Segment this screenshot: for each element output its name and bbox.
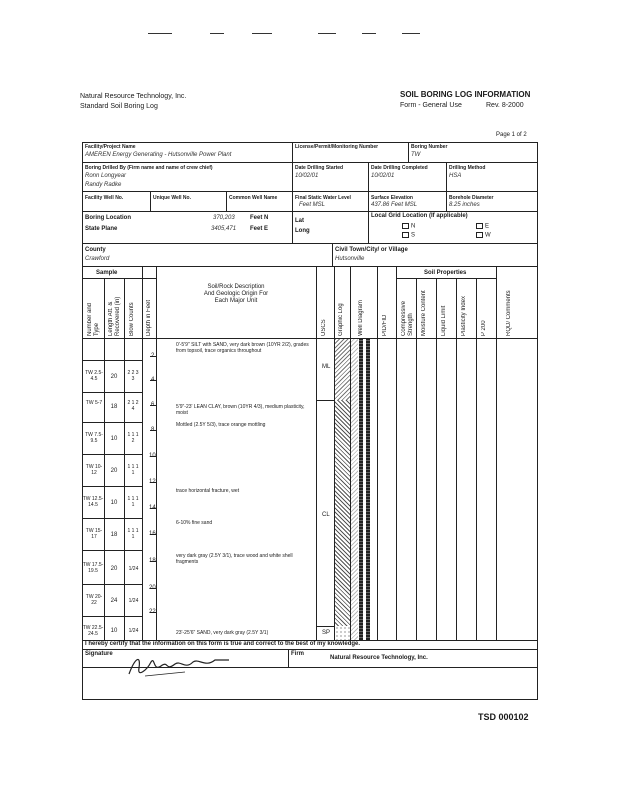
org-name: Natural Resource Technology, Inc. bbox=[80, 93, 187, 100]
top-dash bbox=[252, 33, 272, 34]
soil-description: 6-10% fine sand bbox=[176, 520, 213, 526]
sample-length: 20 bbox=[110, 566, 118, 572]
north-value: 370,203 bbox=[213, 215, 235, 221]
depth-tick-label: 8 bbox=[151, 427, 155, 433]
sample-blows: 1 1 1 1 bbox=[127, 528, 139, 540]
top-dash bbox=[210, 33, 224, 34]
uscs-code: ML bbox=[322, 364, 331, 370]
tsd-number: TSD 000102 bbox=[478, 712, 529, 722]
soil-description: Mottled (2.5Y 5/3), trace orange mottling bbox=[176, 422, 266, 428]
east-value: 3405,471 bbox=[211, 226, 237, 232]
page-number: Page 1 of 2 bbox=[496, 132, 527, 138]
county-value: Crawford bbox=[85, 256, 110, 262]
sample-length: 24 bbox=[110, 598, 118, 604]
sample-length: 18 bbox=[110, 532, 118, 538]
county-label: County bbox=[85, 247, 106, 253]
col-length-recovered: Length Att. & Recovered (in) bbox=[108, 296, 121, 336]
soil-description: 5'9"-23' LEAN CLAY, brown (10YR 4/3), medium plasticity, moist bbox=[176, 404, 305, 416]
sample-blows: 2 1 2 4 bbox=[127, 400, 139, 412]
facility-well-label: Facility Well No. bbox=[85, 195, 124, 201]
borehole-diameter-value: 8.25 inches bbox=[449, 202, 480, 208]
local-grid-label: Local Grid Location (If applicable) bbox=[371, 213, 468, 219]
drilling-method-value: HSA bbox=[449, 173, 462, 179]
col-uscs: USCS bbox=[321, 319, 327, 336]
top-dash bbox=[402, 33, 420, 34]
graphic-log-clay bbox=[335, 400, 350, 626]
sample-blows: 1 1 1 2 bbox=[127, 432, 139, 444]
surface-elevation-value: 437.86 Feet MSL bbox=[371, 202, 418, 208]
sample-id: TW 5-7 bbox=[85, 400, 103, 406]
top-dash bbox=[362, 33, 376, 34]
sample-id: TW 7.5-9.5 bbox=[85, 432, 103, 444]
sample-length: 10 bbox=[110, 628, 118, 634]
col-blow-counts: Blow Counts bbox=[129, 302, 135, 336]
sample-blows: 1/24 bbox=[128, 566, 139, 572]
sample-id: TW 22.5-24.5 bbox=[82, 625, 104, 637]
form-title: SOIL BORING LOG INFORMATION bbox=[400, 90, 531, 99]
soil-properties-header: Soil Properties bbox=[424, 270, 467, 276]
soil-description: 23'-25'6" SAND, very dark gray (2.5Y 3/1) bbox=[176, 630, 269, 636]
boring-number-label: Boring Number bbox=[411, 144, 448, 150]
sample-id: TW 12.5-14.5 bbox=[82, 496, 104, 508]
top-dash bbox=[318, 33, 336, 34]
depth-tick-label: 18 bbox=[149, 558, 156, 564]
depth-tick-label: 20 bbox=[149, 585, 156, 591]
sample-id: TW 2.5-4.5 bbox=[85, 370, 103, 382]
surface-elevation-label: Surface Elevation bbox=[371, 195, 413, 201]
sample-header: Sample bbox=[96, 270, 118, 276]
east-unit: Feet E bbox=[250, 226, 269, 232]
col-depth-feet: Depth in Feet bbox=[146, 299, 152, 336]
sample-blows: 1/24 bbox=[128, 598, 139, 604]
depth-tick-label: 10 bbox=[149, 453, 156, 459]
date-completed-label: Date Drilling Completed bbox=[371, 165, 428, 171]
soil-description: 0'-5'9" SILT with SAND, very dark brown (10YR 2/2), grades from topsoil, trace organics throughout bbox=[176, 342, 309, 354]
north-unit: Feet N bbox=[250, 215, 269, 221]
sample-id: TW 20-22 bbox=[85, 594, 103, 606]
well-seal bbox=[351, 339, 358, 640]
form-type: Standard Soil Boring Log bbox=[80, 103, 158, 110]
col-number-type: Number and Type bbox=[87, 302, 100, 336]
well-casing bbox=[359, 339, 363, 640]
facility-label: Facility/Project Name bbox=[85, 144, 136, 150]
sample-id: TW 17.5-19.5 bbox=[82, 562, 104, 574]
sample-blows: 2 2 3 3 bbox=[127, 370, 139, 382]
form-frame bbox=[82, 142, 538, 700]
form-use: Form - General Use bbox=[400, 102, 462, 109]
uscs-code: SP bbox=[322, 630, 331, 636]
certification-statement: I hereby certify that the information on this form is true and correct to the best of my knowledge. bbox=[85, 641, 361, 647]
sample-length: 10 bbox=[110, 500, 118, 506]
depth-tick-label: 16 bbox=[149, 531, 156, 537]
col-plasticity: Plasticity Index bbox=[461, 295, 467, 336]
sample-length: 10 bbox=[110, 436, 118, 442]
drilled-by-value: Ronn Longyear bbox=[85, 173, 127, 179]
sample-id: TW 15-17 bbox=[85, 528, 103, 540]
top-dash bbox=[148, 33, 172, 34]
col-compressive: Compressive Strength bbox=[401, 300, 414, 336]
boring-location-label: Boring Location bbox=[85, 215, 131, 221]
drilling-method-label: Drilling Method bbox=[449, 165, 486, 171]
uscs-code: CL bbox=[322, 512, 330, 518]
date-started-value: 10/02/01 bbox=[295, 173, 319, 179]
col-rqd-comments: RQD/ Comments bbox=[506, 290, 512, 336]
date-completed-value: 10/02/01 bbox=[371, 173, 395, 179]
sample-length: 20 bbox=[110, 468, 118, 474]
borehole-diameter-label: Borehole Diameter bbox=[449, 195, 494, 201]
firm-label: Firm bbox=[291, 651, 305, 657]
long-label: Long bbox=[295, 228, 310, 234]
col-graphic-log: Graphic Log bbox=[338, 303, 344, 336]
col-pid-fid: PID/FID bbox=[382, 314, 388, 336]
civil-town-label: Civil Town/City/ or Village bbox=[335, 247, 408, 253]
depth-tick-label: 6 bbox=[151, 402, 155, 408]
sample-blows: 1 1 1 1 bbox=[127, 464, 139, 476]
signature-image bbox=[125, 650, 235, 682]
grid-e-checkbox[interactable]: E bbox=[476, 223, 489, 231]
common-well-label: Common Well Name bbox=[229, 195, 278, 201]
depth-tick-label: 12 bbox=[149, 479, 156, 485]
grid-n-checkbox[interactable]: N bbox=[402, 223, 415, 231]
col-p200: P 200 bbox=[481, 320, 487, 336]
civil-town-value: Hutsonville bbox=[335, 256, 365, 262]
static-water-value: Feet MSL bbox=[299, 202, 326, 208]
sample-length: 20 bbox=[110, 374, 118, 380]
sample-length: 18 bbox=[110, 404, 118, 410]
drilled-by-label: Boring Drilled By (Firm name and name of crew chief) bbox=[85, 165, 213, 171]
soil-description: very dark gray (2.5Y 3/1), trace wood and white shell fragments bbox=[176, 553, 293, 565]
col-moisture: Moisture Content bbox=[421, 290, 427, 336]
firm-value: Natural Resource Technology, Inc. bbox=[330, 655, 428, 661]
soil-description: trace horizontal fracture, wet bbox=[176, 488, 240, 494]
license-label: License/Permit/Monitoring Number bbox=[295, 144, 379, 150]
signature-label: Signature bbox=[85, 651, 113, 657]
grid-w-checkbox[interactable]: W bbox=[476, 232, 491, 240]
col-well-diagram: Well Diagram bbox=[358, 300, 364, 336]
state-plane-label: State Plane bbox=[85, 226, 118, 232]
unique-well-label: Unique Well No. bbox=[153, 195, 191, 201]
col-liquid-limit: Liquid Limit bbox=[441, 305, 447, 336]
grid-s-checkbox[interactable]: S bbox=[402, 232, 415, 240]
static-water-label: Final Static Water Level bbox=[295, 195, 351, 201]
sample-blows: 1/24 bbox=[128, 628, 139, 634]
graphic-log-sand bbox=[335, 626, 350, 640]
depth-tick-label: 22 bbox=[149, 609, 156, 615]
form-revision: Rev. 8-2000 bbox=[486, 102, 524, 109]
graphic-log-silt bbox=[335, 339, 350, 400]
description-header: Soil/Rock Description And Geologic Origin For Each Major Unit bbox=[203, 284, 269, 304]
drilled-by-value: Randy Radke bbox=[85, 182, 122, 188]
boring-number-value: TW bbox=[411, 152, 421, 158]
date-started-label: Date Drilling Started bbox=[295, 165, 344, 171]
well-casing bbox=[366, 339, 370, 640]
sample-blows: 1 1 1 1 bbox=[127, 496, 139, 508]
facility-value: AMEREN Energy Generating - Hutsonville Power Plant bbox=[85, 152, 232, 158]
sample-id: TW 10-12 bbox=[85, 464, 103, 476]
depth-tick-label: 14 bbox=[149, 505, 156, 511]
depth-tick-label: 4 bbox=[151, 377, 155, 383]
lat-label: Lat bbox=[295, 218, 304, 224]
depth-tick-label: 2 bbox=[151, 353, 155, 359]
